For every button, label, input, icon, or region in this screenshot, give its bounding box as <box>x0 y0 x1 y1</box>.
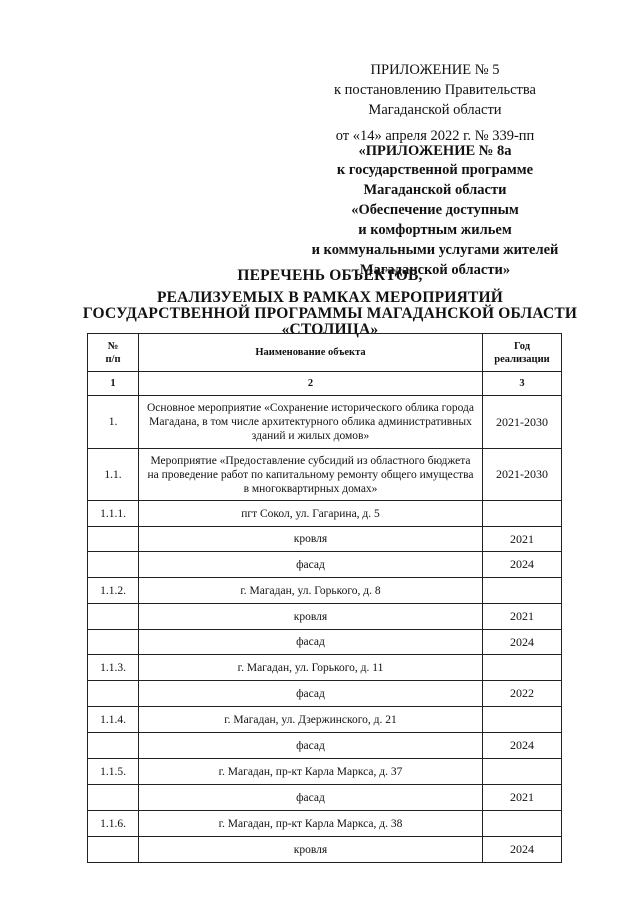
title-line-3: ГОСУДАРСТВЕННОЙ ПРОГРАММЫ МАГАДАНСКОЙ ОБЛАСТИ <box>82 305 578 322</box>
object-name: г. Магадан, ул. Горького, д. 11 <box>139 655 483 681</box>
program-line-4: и комфортным жильем <box>358 222 512 238</box>
object-name: пгт Сокол, ул. Гагарина, д. 5 <box>139 501 483 527</box>
column-number-row <box>88 372 562 396</box>
appendix-line-3: Магаданской области <box>368 102 502 118</box>
row-number: 1.1. <box>88 449 139 501</box>
row-number <box>88 630 139 655</box>
table-row <box>88 655 562 681</box>
table-row <box>88 837 562 863</box>
row-number: 1.1.6. <box>88 811 139 837</box>
program-line-5: и коммунальными услугами жителей <box>311 242 559 258</box>
implementation-year: 2021-2030 <box>483 449 562 501</box>
implementation-year <box>483 811 562 837</box>
implementation-year: 2021 <box>483 604 562 630</box>
table-body <box>88 396 562 863</box>
object-name: г. Магадан, пр-кт Карла Маркса, д. 37 <box>139 759 483 785</box>
appendix-header <box>290 60 580 146</box>
appendix-8a-title: «ПРИЛОЖЕНИЕ № 8а <box>358 143 512 159</box>
header-num-line-2: п/п <box>105 353 121 365</box>
row-number: 1. <box>88 396 139 449</box>
appendix-title: ПРИЛОЖЕНИЕ № 5 <box>370 62 500 78</box>
row-number: 1.1.5. <box>88 759 139 785</box>
object-name: г. Магадан, пр-кт Карла Маркса, д. 38 <box>139 811 483 837</box>
title-line-4: «СТОЛИЦА» <box>281 321 379 338</box>
object-name: кровля <box>139 604 483 630</box>
object-name: кровля <box>139 837 483 863</box>
table-row <box>88 449 562 501</box>
implementation-year <box>483 707 562 733</box>
object-name: кровля <box>139 527 483 552</box>
objects-table <box>87 333 562 863</box>
row-number <box>88 837 139 863</box>
row-number: 1.1.4. <box>88 707 139 733</box>
object-name: фасад <box>139 630 483 655</box>
row-number <box>88 785 139 811</box>
table-row <box>88 785 562 811</box>
object-name: Мероприятие «Предоставление субсидий из областного бюджета на проведение работ по капитальному ремонту общего имущества в многоквартирных домах» <box>139 449 483 501</box>
implementation-year <box>483 578 562 604</box>
program-line-6: Магаданской области» <box>359 262 511 278</box>
header-year <box>483 334 562 372</box>
implementation-year: 2021 <box>483 527 562 552</box>
implementation-year <box>483 501 562 527</box>
title-line-1: ПЕРЕЧЕНЬ ОБЪЕКТОВ, <box>237 267 423 284</box>
implementation-year <box>483 655 562 681</box>
implementation-year <box>483 759 562 785</box>
implementation-year: 2024 <box>483 552 562 578</box>
program-line-1: к государственной программе <box>336 162 534 178</box>
table-row <box>88 501 562 527</box>
table-row <box>88 707 562 733</box>
document-title <box>60 268 600 338</box>
col-number-2: 2 <box>139 372 483 396</box>
title-line-2: РЕАЛИЗУЕМЫХ В РАМКАХ МЕРОПРИЯТИЙ <box>156 289 504 306</box>
row-number <box>88 733 139 759</box>
row-number <box>88 681 139 707</box>
table-row <box>88 578 562 604</box>
table-row <box>88 396 562 449</box>
table-row <box>88 552 562 578</box>
row-number: 1.1.3. <box>88 655 139 681</box>
implementation-year: 2021-2030 <box>483 396 562 449</box>
object-name: фасад <box>139 733 483 759</box>
header-name: Наименование объекта <box>139 334 483 372</box>
row-number <box>88 604 139 630</box>
col-number-1: 1 <box>88 372 139 396</box>
object-name: фасад <box>139 785 483 811</box>
table-row <box>88 527 562 552</box>
object-name: фасад <box>139 681 483 707</box>
table-row <box>88 681 562 707</box>
table-row <box>88 733 562 759</box>
header-num <box>88 334 139 372</box>
header-year-line-1: Год <box>513 340 531 352</box>
header-year-line-2: реализации <box>494 353 550 365</box>
table-row <box>88 811 562 837</box>
appendix-line-2: к постановлению Правительства <box>334 82 536 98</box>
implementation-year: 2024 <box>483 837 562 863</box>
object-name: Основное мероприятие «Сохранение исторического облика города Магадана, в том числе архитектурного облика административных зданий и жилых домов» <box>139 396 483 449</box>
program-header <box>290 160 580 280</box>
implementation-year: 2022 <box>483 681 562 707</box>
object-name: фасад <box>139 552 483 578</box>
object-name: г. Магадан, ул. Горького, д. 8 <box>139 578 483 604</box>
col-number-3: 3 <box>483 372 562 396</box>
program-line-3: «Обеспечение доступным <box>351 202 519 218</box>
object-name: г. Магадан, ул. Дзержинского, д. 21 <box>139 707 483 733</box>
row-number <box>88 527 139 552</box>
implementation-year: 2024 <box>483 733 562 759</box>
row-number <box>88 552 139 578</box>
table-row <box>88 604 562 630</box>
table-row <box>88 759 562 785</box>
implementation-year: 2024 <box>483 630 562 655</box>
row-number: 1.1.1. <box>88 501 139 527</box>
header-num-line-1: № <box>107 340 119 352</box>
program-line-2: Магаданской области <box>363 182 507 198</box>
implementation-year: 2021 <box>483 785 562 811</box>
appendix-date: от «14» апреля 2022 г. № 339-пп <box>335 128 535 144</box>
table-row <box>88 630 562 655</box>
table-header-row <box>88 334 562 372</box>
row-number: 1.1.2. <box>88 578 139 604</box>
